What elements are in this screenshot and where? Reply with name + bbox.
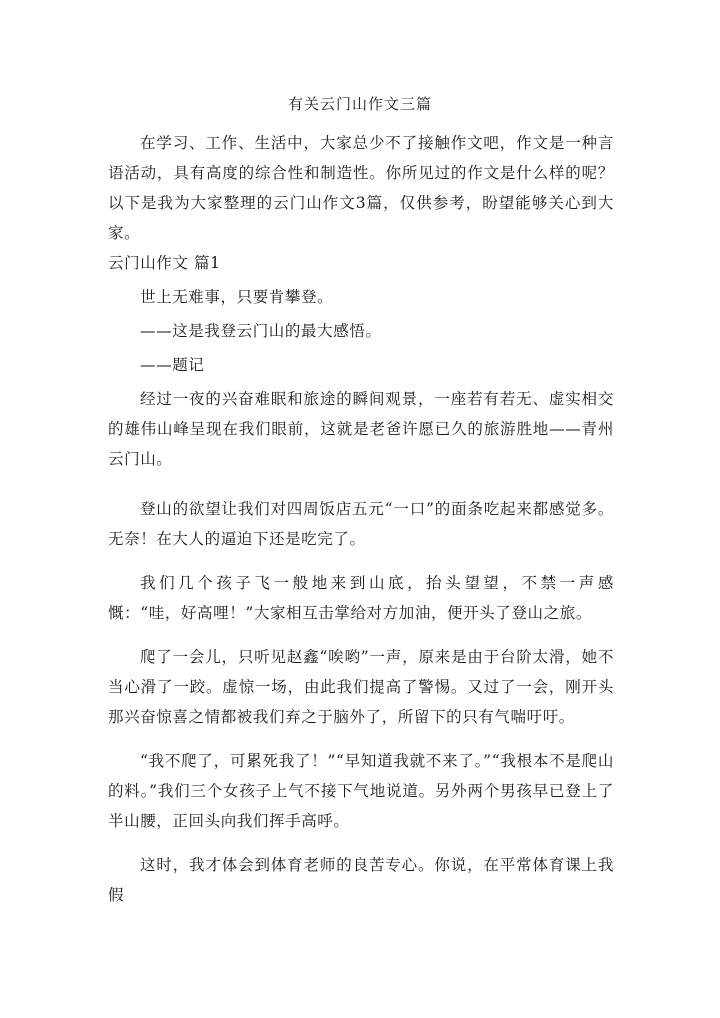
epigraph-line: ——这是我登云门山的最大感悟。 [140,322,382,340]
body-paragraph: 我们几个孩子飞一般地来到山底，抬头望望，不禁一声感慨：“哇，好高哩！”大家相互击掌给对方加油，便开头了登山之旅。 [108,574,614,622]
body-paragraph: “我不爬了，可累死我了！”“早知道我就不来了。”“我根本不是爬山的料。”我们三个女孩子上气不接下气地说道。另外两个男孩早已登上了半山腰，正回头向我们挥手高呼。 [108,752,614,830]
body-paragraph: 爬了一会儿，只听见赵鑫“唉哟”一声，原来是由于台阶太滑，她不当心滑了一跤。虚惊一场，由此我们提高了警惕。又过了一会，刚开头那兴奋惊喜之情都被我们弃之于脑外了，所留下的只有气喘吁吁。 [108,648,614,726]
body-paragraph: 经过一夜的兴奋难眠和旅途的瞬间观景，一座若有若无、虚实相交的雄伟山峰呈现在我们眼前，这就是老爸许愿已久的旅游胜地——青州云门山。 [108,390,614,468]
body-paragraph: 登山的欲望让我们对四周饭店五元“一口”的面条吃起来都感觉多。无奈！在大人的逼迫下还是吃完了。 [108,500,614,548]
opening-line: 世上无难事，只要肯攀登。 [140,288,334,306]
epigraph-source: ——题记 [140,356,205,374]
document-body [108,128,614,910]
intro-paragraph: 在学习、工作、生活中，大家总少不了接触作文吧，作文是一种言语活动，具有高度的综合性和制造性。你所见过的作文是什么样的呢？以下是我为大家整理的云门山作文3篇，仅供参考，盼望能够关心到大家。 [108,134,614,242]
section-heading: 云门山作文 篇1 [108,254,221,272]
document-title: 有关云门山作文三篇 [287,95,432,113]
body-paragraph: 这时，我才体会到体育老师的良苦专心。你说，在平常体育课上我假 [108,856,614,904]
